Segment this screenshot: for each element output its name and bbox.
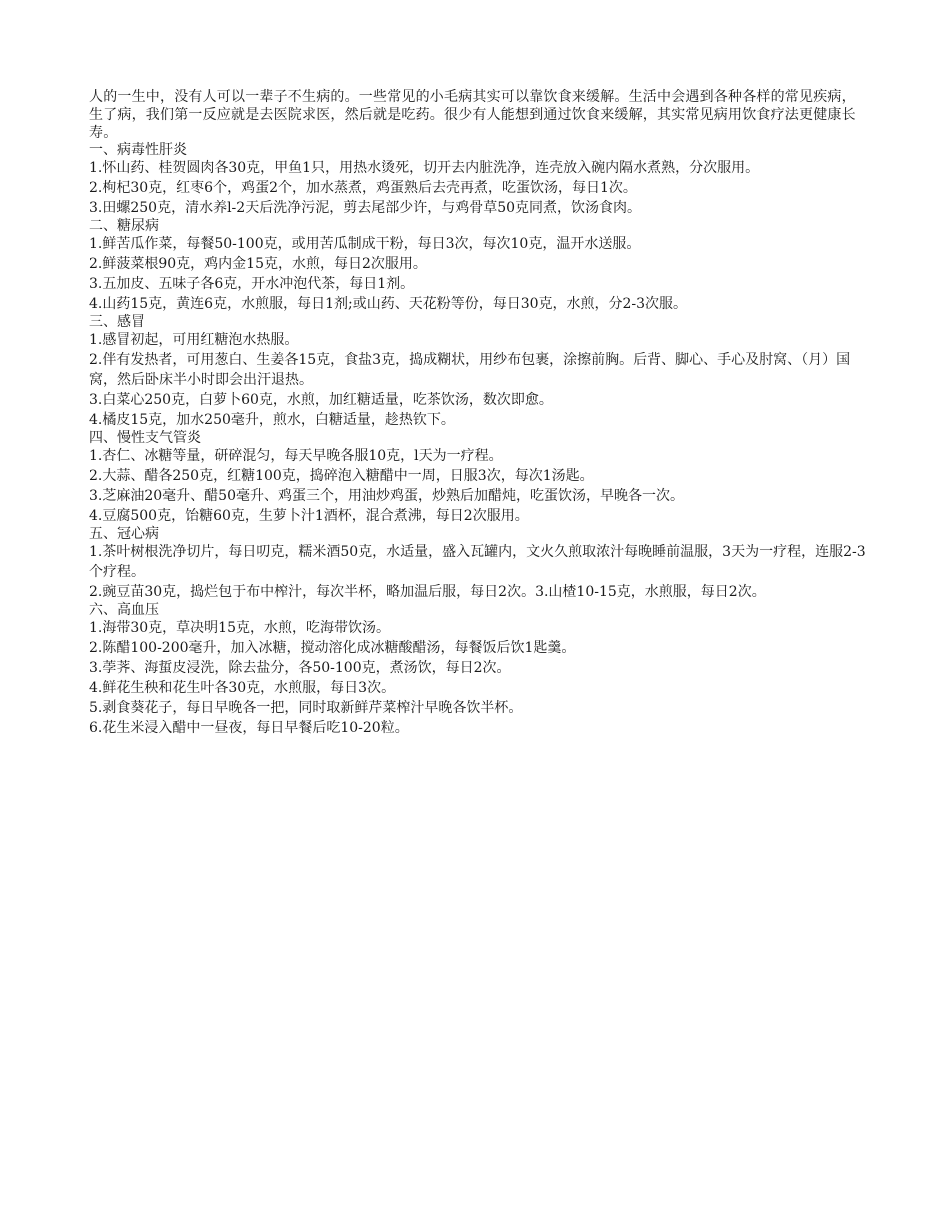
section-title: 二、糖尿病 xyxy=(89,218,159,234)
remedy-item: 3.田螺250克，清水养l-2天后洗净污泥，剪去尾部少许，与鸡骨草50克同煮，饮汤食肉。 xyxy=(89,200,642,216)
remedy-item: 3.五加皮、五味子各6克，开水冲泡代茶，每日1剂。 xyxy=(89,276,415,292)
remedy-item: 6.花生米浸入醋中一昼夜，每日早餐后吃10-20粒。 xyxy=(89,720,409,736)
section-hypertension xyxy=(89,602,869,738)
remedy-item: 1.怀山药、桂贺圆肉各30克，甲鱼1只，用热水烫死，切开去内脏洗净，连壳放入碗内隔水煮熟，分次服用。 xyxy=(89,160,760,176)
remedy-item: 4.豆腐500克，饴糖60克，生萝卜汁1酒杯，混合煮沸，每日2次服用。 xyxy=(89,508,529,524)
remedy-item: 2.枸杞30克，红枣6个，鸡蛋2个，加水蒸煮，鸡蛋熟后去壳再煮，吃蛋饮汤，每日1次。 xyxy=(89,180,637,196)
section-cold xyxy=(89,314,869,430)
remedy-item: 3.荸荠、海蜇皮浸洗，除去盐分，各50-100克，煮汤饮，每日2次。 xyxy=(89,660,511,676)
remedy-item: 4.橘皮15克，加水250毫升，煎水，白糖适量，趁热钦下。 xyxy=(89,412,455,428)
remedy-item: 1.感冒初起，可用红糖泡水热服。 xyxy=(89,332,299,348)
section-title: 一、病毒性肝炎 xyxy=(89,142,187,158)
section-diabetes xyxy=(89,218,869,314)
remedy-item: 2.伴有发热者，可用葱白、生姜各15克，食盐3克，捣成糊状，用纱布包裹，涂擦前胸。后背、脚心、手心及肘窝、（月）国窝，然后卧床半小时即会出汗退热。 xyxy=(89,352,851,388)
remedy-item: 4.山药15克，黄连6克，水煎服，每日1剂;或山药、天花粉等份，每日30克，水煎，分2-3次服。 xyxy=(89,296,688,312)
remedy-item: 4.鲜花生秧和花生叶各30克，水煎服，每日3次。 xyxy=(89,680,396,696)
remedy-item: 2.大蒜、醋各250克，红糖100克，捣碎泡入糖醋中一周，日服3次，每次1汤匙。 xyxy=(89,468,594,484)
intro-paragraph: 人的一生中，没有人可以一辈子不生病的。一些常见的小毛病其实可以靠饮食来缓解。生活中会遇到各种各样的常见疾病，生了病，我们第一反应就是去医院求医，然后就是吃药。很少有人能想到通过饮食来缓解，其实常见病用饮食疗法更健康长寿。 xyxy=(89,89,856,141)
section-title: 四、慢性支气管炎 xyxy=(89,430,201,446)
remedy-item: 1.杏仁、冰糖等量，研碎混匀，每天早晚各服10克，l天为一疗程。 xyxy=(89,448,503,464)
section-title: 五、冠心病 xyxy=(89,526,159,542)
remedy-item: 1.鲜苦瓜作菜，每餐50-100克，或用苦瓜制成干粉，每日3次，每次10克，温开水送服。 xyxy=(89,236,641,252)
section-coronary xyxy=(89,526,869,602)
section-hepatitis xyxy=(89,142,869,218)
remedy-item: 1.海带30克，草决明15克，水煎，吃海带饮汤。 xyxy=(89,620,390,636)
document-body xyxy=(89,88,869,738)
remedy-item: 1.茶叶树根洗净切片，每日叨克，糯米酒50克，水适量，盛入瓦罐内，文火久煎取浓汁每晚睡前温服，3天为一疗程，连服2-3个疗程。 xyxy=(89,544,866,580)
section-title: 六、高血压 xyxy=(89,602,159,618)
remedy-item: 2.鲜菠菜根90克，鸡内金15克，水煎，每日2次服用。 xyxy=(89,256,427,272)
remedy-item: 3.白菜心250克，白萝卜60克，水煎，加红糖适量，吃茶饮汤，数次即愈。 xyxy=(89,392,553,408)
remedy-item: 2.陈醋100-200毫升，加入冰糖，搅动溶化成冰糖酸醋汤，每餐饭后饮1匙羹。 xyxy=(89,640,576,656)
remedy-item: 2.豌豆苗30克，捣烂包于布中榨汁，每次半杯，略加温后服，每日2次。3.山楂10-15克，水煎服，每日2次。 xyxy=(89,584,766,600)
remedy-item: 5.剥食葵花子，每日早晚各一把，同时取新鲜芹菜榨汁早晚各饮半杯。 xyxy=(89,700,523,716)
section-title: 三、感冒 xyxy=(89,314,145,330)
remedy-item: 3.芝麻油20毫升、醋50毫升、鸡蛋三个，用油炒鸡蛋，炒熟后加醋炖，吃蛋饮汤，早晚各一次。 xyxy=(89,488,684,504)
section-bronchitis xyxy=(89,430,869,526)
